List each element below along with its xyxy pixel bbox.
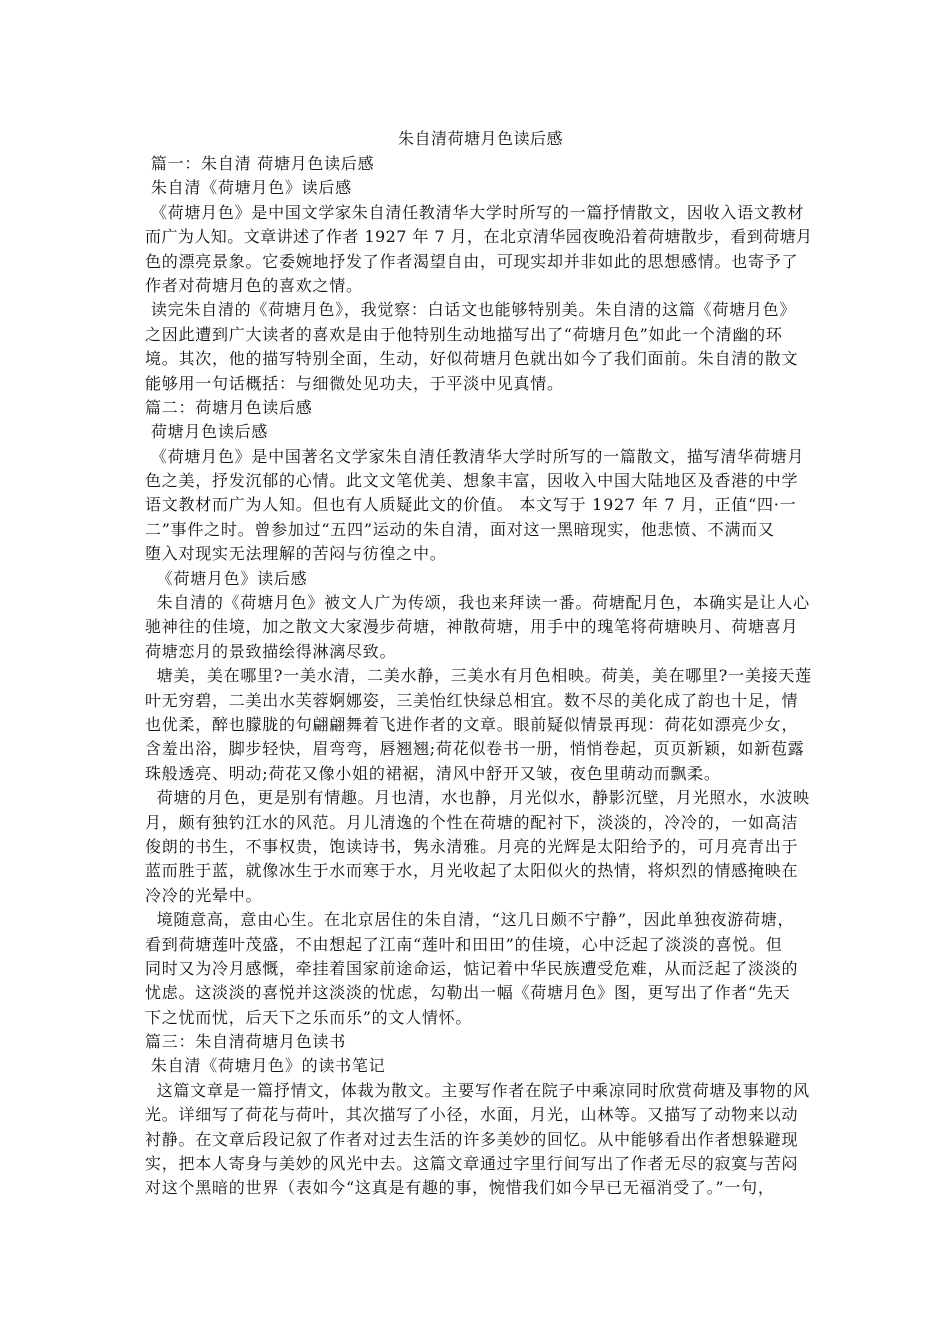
text-line: 荷塘月色读后感 xyxy=(145,422,269,442)
text-line: 看到荷塘莲叶茂盛，不由想起了江南“莲叶和田田”的佳境，心中泛起了淡淡的喜悦。但 xyxy=(145,934,783,954)
text-line: 下之忧而忧，后天下之乐而乐”的文人情怀。 xyxy=(145,1007,473,1027)
text-line: 叶无穷碧，二美出水芙蓉婀娜姿，三美怡红快绿总相宜。数不尽的美化成了韵也十足，情 xyxy=(145,690,799,710)
text-line: 荷塘的月色，更是别有情趣。月也清，水也静，月光似水，静影沉壁，月光照水，水波映 xyxy=(145,788,810,808)
text-line: 篇三：朱自清荷塘月色读书 xyxy=(145,1032,347,1052)
text-line: 作者对荷塘月色的喜欢之情。 xyxy=(145,275,363,295)
text-line: 珠般透亮、明动;荷花又像小姐的裙裾，清风中舒开又皱，夜色里萌动而飘柔。 xyxy=(145,763,721,783)
text-line: 塘美，美在哪里?一美水清，二美水静，三美水有月色相映。荷美，美在哪里?一美接天莲 xyxy=(145,666,812,686)
text-line: 《荷塘月色》是中国文学家朱自清任教清华大学时所写的一篇抒情散文，因收入语文教材 xyxy=(145,202,805,222)
text-line: 驰神往的佳境，加之散文大家漫步荷塘，神散荷塘，用手中的瑰笔将荷塘映月、荷塘喜月 xyxy=(145,617,799,637)
document-title: 朱自清荷塘月色读后感 xyxy=(397,129,563,148)
text-line: 境随意高，意由心生。在北京居住的朱自清，“这几日颇不宁静”，因此单独夜游荷塘， xyxy=(145,910,795,930)
text-line: 色之美，抒发沉郁的心情。此文文笔优美、想象丰富，因收入中国大陆地区及香港的中学 xyxy=(145,471,799,491)
text-line: 俊朗的书生，不事权贵，饱读诗书，隽永清雅。月亮的光辉是太阳给予的，可月亮青出于 xyxy=(145,836,799,856)
text-line: 之因此遭到广大读者的喜欢是由于他特别生动地描写出了“荷塘月色”如此一个清幽的环 xyxy=(145,324,783,344)
text-line: 朱自清的《荷塘月色》被文人广为传颂，我也来拜读一番。荷塘配月色，本确实是让人心 xyxy=(145,593,810,613)
text-line: 朱自清《荷塘月色》读后感 xyxy=(145,178,352,198)
text-line: 能够用一句话概括：与细微处见功夫，于平淡中见真情。 xyxy=(145,373,564,393)
text-line: 同时又为冷月感慨，牵挂着国家前途命运，惦记着中华民族遭受危难，从而泛起了淡淡的 xyxy=(145,958,799,978)
text-line: 《荷塘月色》读后感 xyxy=(145,568,308,588)
text-line: 也优柔，醉也朦胧的句翩翩舞着飞进作者的文章。眼前疑似情景再现：荷花如漂亮少女， xyxy=(145,714,799,734)
text-line: 二”事件之时。曾参加过“五四”运动的朱自清，面对这一黑暗现实，他悲愤、不满而又 xyxy=(145,519,775,539)
text-line: 篇二：荷塘月色读后感 xyxy=(145,397,313,417)
text-line: 朱自清《荷塘月色》的读书笔记 xyxy=(145,1056,386,1076)
text-line: 忧虑。这淡淡的喜悦并这淡淡的忧虑，勾勒出一幅《荷塘月色》图，更写出了作者“先天 xyxy=(145,983,791,1003)
text-line: 色的漂亮景象。它委婉地抒发了作者渴望自由，可现实却并非如此的思想感情。也寄予了 xyxy=(145,251,799,271)
text-line: 月，颇有独钓江水的风范。月儿清逸的个性在荷塘的配衬下，淡淡的，冷冷的，一如高洁 xyxy=(145,812,799,832)
text-line: 而广为人知。文章讲述了作者 1927 年 7 月，在北京清华园夜晚沿着荷塘散步，看到荷塘月 xyxy=(145,227,813,247)
text-line: 荷塘恋月的景致描绘得淋漓尽致。 xyxy=(145,641,397,661)
text-line: 含羞出浴，脚步轻快，眉弯弯，唇翘翘;荷花似卷书一册，悄悄卷起，页页新颖，如新苞露 xyxy=(145,739,805,759)
text-line: 读完朱自清的《荷塘月色》，我觉察：白话文也能够特别美。朱自清的这篇《荷塘月色》 xyxy=(145,300,797,320)
text-line: 境。其次，他的描写特别全面，生动，好似荷塘月色就出如今了我们面前。朱自清的散文 xyxy=(145,349,799,369)
text-line: 堕入对现实无法理解的苦闷与彷徨之中。 xyxy=(145,544,447,564)
document-body xyxy=(145,152,816,1201)
text-line: 光。详细写了荷花与荷叶，其次描写了小径，水面，月光，山林等。又描写了动物来以动 xyxy=(145,1105,799,1125)
text-line: 篇一：朱自清 荷塘月色读后感 xyxy=(145,154,375,173)
text-line: 语文教材而广为人知。但也有人质疑此文的价值。 本文写于 1927 年 7 月，正值“四·一 xyxy=(145,495,797,515)
text-line: 实，把本人寄身与美妙的风光中去。这篇文章通过字里行间写出了作者无尽的寂寞与苦闷 xyxy=(145,1154,799,1174)
text-line: 《荷塘月色》是中国著名文学家朱自清任教清华大学时所写的一篇散文，描写清华荷塘月 xyxy=(145,446,805,466)
text-line: 对这个黑暗的世界（表如今“这真是有趣的事，惋惜我们如今早已无福消受了。”一句， xyxy=(145,1178,775,1198)
text-line: 这篇文章是一篇抒情文，体裁为散文。主要写作者在院子中乘凉同时欣赏荷塘及事物的风 xyxy=(145,1080,810,1100)
text-line: 蓝而胜于蓝，就像冰生于水而寒于水，月光收起了太阳似火的热情，将炽烈的情感掩映在 xyxy=(145,861,799,881)
text-line: 衬静。在文章后段记叙了作者对过去生活的许多美妙的回忆。从中能够看出作者想躲避现 xyxy=(145,1129,799,1149)
text-line: 冷冷的光晕中。 xyxy=(145,885,263,905)
